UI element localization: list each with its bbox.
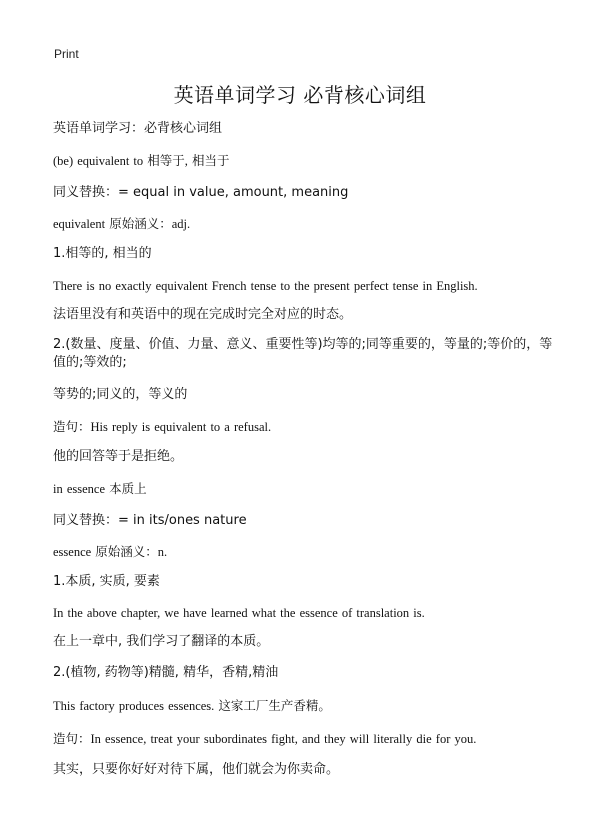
document-title: 英语单词学习 必背核心词组	[173, 83, 427, 107]
example-sentence-en: In the above chapter, we have learned what the essence of translation is.	[53, 606, 425, 620]
example-sentence-en: There is no exactly equivalent French tense to the present perfect tense in English.	[53, 279, 478, 293]
subtitle-line: 英语单词学习：必背核心词组	[53, 121, 223, 136]
example-sentence-en: 造句：His reply is equivalent to a refusal.	[53, 420, 272, 434]
example-sentence-en: 造句：In essence, treat your subordinates fight, and they will literally die for you.	[53, 732, 477, 746]
definition-2: 2.(数量、度量、价值、力量、意义、重要性等)均等的;同等重要的，等量的;等价的，等值的;等效的;	[53, 337, 553, 370]
definition-2: 2.(植物, 药物等)精髓, 精华，香精,精油	[53, 665, 279, 680]
example-sentence-mixed: This factory produces essences. 这家工厂生产香精。	[53, 699, 331, 713]
phrase-heading-equivalent: (be) equivalent to 相等于, 相当于	[53, 154, 230, 168]
definition-2-continued: 等势的;同义的，等义的	[53, 387, 188, 402]
print-link[interactable]: Print	[54, 47, 79, 61]
definition-1: 1.相等的, 相当的	[53, 246, 152, 261]
example-sentence-zh: 法语里没有和英语中的现在完成时完全对应的时态。	[53, 307, 353, 322]
word-origin-line: essence 原始涵义：n.	[53, 545, 168, 559]
synonym-line: 同义替换：= in its/ones nature	[53, 513, 247, 528]
synonym-line: 同义替换：= equal in value, amount, meaning	[53, 185, 349, 200]
example-sentence-zh: 他的回答等于是拒绝。	[53, 449, 184, 464]
example-sentence-zh: 在上一章中, 我们学习了翻译的本质。	[53, 634, 270, 649]
word-origin-line: equivalent 原始涵义：adj.	[53, 217, 191, 231]
example-sentence-zh: 其实，只要你好好对待下属，他们就会为你卖命。	[53, 762, 340, 777]
phrase-heading-essence: in essence 本质上	[53, 482, 147, 496]
definition-1: 1.本质, 实质, 要素	[53, 574, 160, 589]
